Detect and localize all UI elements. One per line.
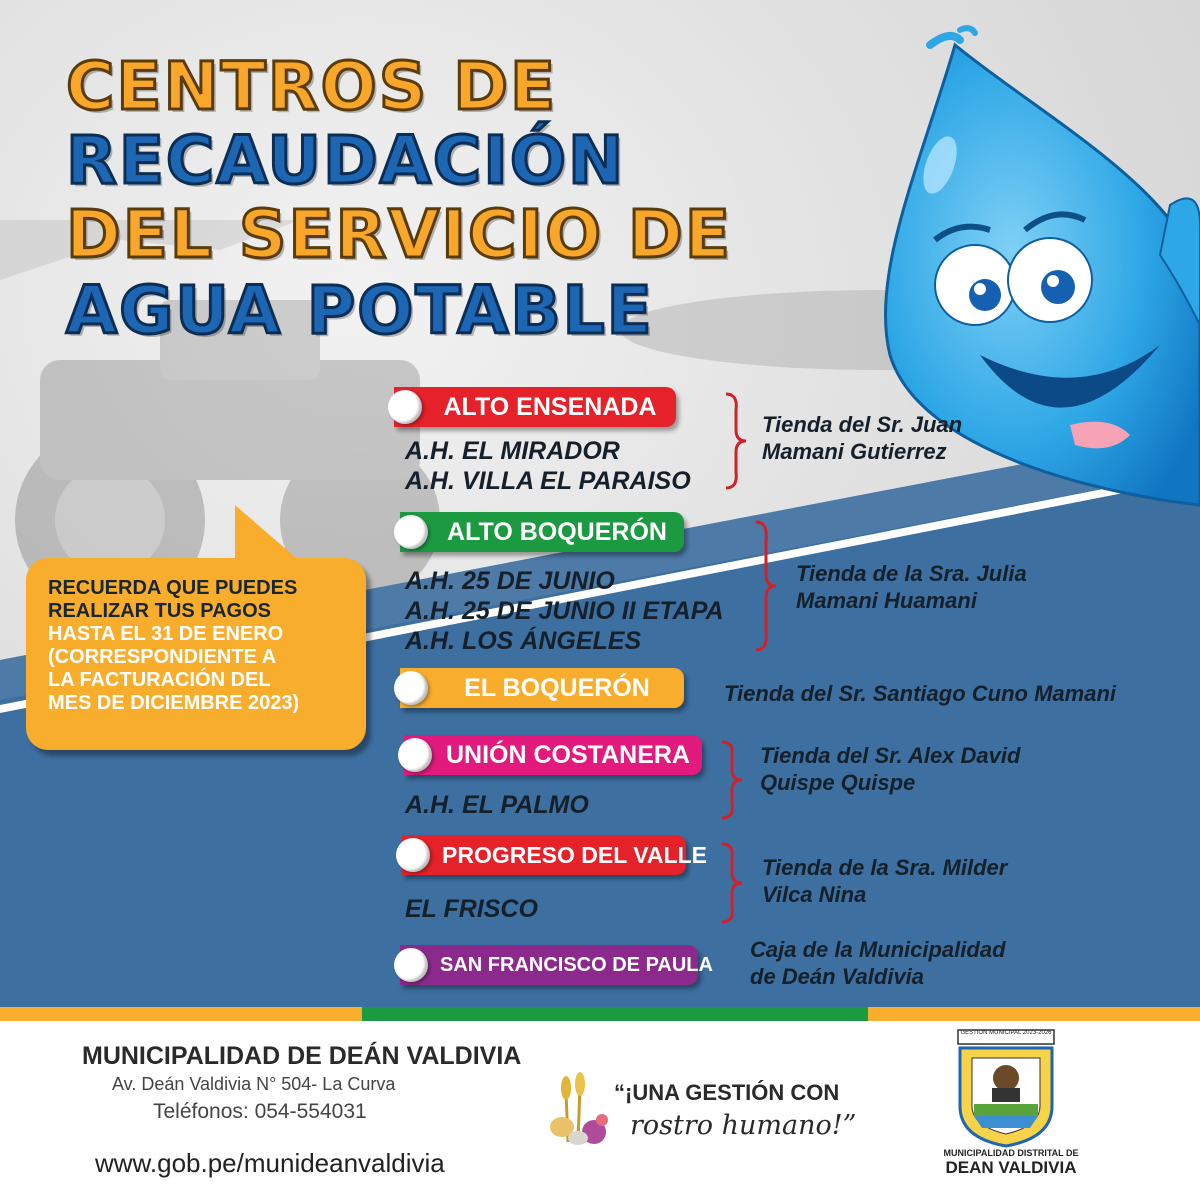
crest-caption-bottom: DEAN VALDIVIA xyxy=(945,1158,1077,1177)
center-name: ALTO ENSENADA xyxy=(443,392,657,421)
store-line: Vilca Nina xyxy=(762,882,867,907)
center-pill-el-boqueron xyxy=(400,668,684,708)
center-pill-progreso-del-valle xyxy=(402,835,707,875)
store-line: Quispe Quispe xyxy=(760,770,916,795)
brace xyxy=(752,520,778,652)
store-alto-ensenada xyxy=(762,411,962,465)
store-line: Tienda del Sr. Santiago Cuno Mamani xyxy=(724,681,1116,706)
area-item: A.H. 25 DE JUNIO xyxy=(405,567,615,595)
municipality-website[interactable]: www.gob.pe/munideanvaldivia xyxy=(95,1148,445,1178)
center-pill-san-francisco-de-paula xyxy=(400,945,713,985)
area-item: A.H. EL PALMO xyxy=(405,791,589,819)
store-el-boqueron xyxy=(724,680,1116,707)
municipality-name: MUNICIPALIDAD DE DEÁN VALDIVIA xyxy=(82,1042,522,1070)
store-line: Mamani Gutierrez xyxy=(762,439,947,464)
store-line: Tienda del Sr. Juan xyxy=(762,412,963,437)
area-item: EL FRISCO xyxy=(405,895,538,923)
reminder-text xyxy=(48,577,348,715)
footer-strip-green xyxy=(362,1007,868,1021)
store-alto-boqueron xyxy=(796,560,1027,614)
center-name: PROGRESO DEL VALLE xyxy=(442,841,707,868)
reminder-line-2: REALIZAR TUS PAGOS xyxy=(48,600,271,622)
reminder-line-6: MES DE DICIEMBRE 2023) xyxy=(48,692,300,714)
store-line: Tienda del Sr. Alex David xyxy=(760,743,1021,768)
store-line: Tienda de la Sra. Milder xyxy=(762,855,1008,880)
area-list-alto-ensenada xyxy=(405,436,691,496)
store-union-costanera xyxy=(760,742,1020,796)
brace xyxy=(718,842,744,924)
brace xyxy=(718,740,744,820)
produce-illustration-icon xyxy=(548,1072,614,1148)
footer-strip-orange-right xyxy=(868,1007,1200,1021)
pill-knob xyxy=(394,671,428,705)
footer-strip-orange xyxy=(0,1007,362,1021)
reminder-line-3: HASTA EL 31 DE ENERO xyxy=(48,623,284,645)
municipal-crest-icon xyxy=(950,1026,1062,1148)
center-name: UNIÓN COSTANERA xyxy=(446,740,690,769)
center-name: EL BOQUERÓN xyxy=(464,673,650,702)
slogan-line-1: “¡UNA GESTIÓN CON xyxy=(614,1080,840,1105)
pill-knob xyxy=(396,838,430,872)
crest-caption-top: MUNICIPALIDAD DISTRITAL DE xyxy=(943,1148,1079,1158)
pill-knob xyxy=(394,515,428,549)
title-line-3: DEL SERVICIO DE xyxy=(66,196,732,273)
store-line: Mamani Huamani xyxy=(796,588,977,613)
municipality-address: Av. Deán Valdivia N° 504- La Curva xyxy=(112,1074,396,1094)
store-san-francisco-de-paula xyxy=(750,936,1006,990)
store-progreso-del-valle xyxy=(762,854,1007,908)
area-item: A.H. 25 DE JUNIO II ETAPA xyxy=(405,597,724,625)
center-pill-union-costanera xyxy=(404,735,702,775)
municipality-phone: Teléfonos: 054-554031 xyxy=(153,1100,367,1123)
reminder-line-1: RECUERDA QUE PUEDES xyxy=(48,577,298,599)
title-line-1: CENTROS DE xyxy=(66,48,558,125)
reminder-line-5: LA FACTURACIÓN DEL xyxy=(48,669,271,691)
area-list-progreso-del-valle xyxy=(405,894,538,924)
brace xyxy=(722,392,748,490)
area-list-union-costanera xyxy=(405,790,589,820)
title-line-4: AGUA POTABLE xyxy=(66,272,654,349)
area-item: A.H. EL MIRADOR xyxy=(405,437,620,465)
slogan-line-2: rostro humano!” xyxy=(630,1110,857,1141)
center-pill-alto-ensenada xyxy=(394,387,676,427)
area-item: A.H. LOS ÁNGELES xyxy=(405,627,642,655)
area-list-alto-boqueron xyxy=(405,566,724,656)
reminder-line-4: (CORRESPONDIENTE A xyxy=(48,646,277,668)
center-name: SAN FRANCISCO DE PAULA xyxy=(440,953,713,976)
store-line: Caja de la Municipalidad xyxy=(750,937,1006,962)
pill-knob xyxy=(394,948,428,982)
crest-banner-text: GESTIÓN MUNICIPAL 2023-2026 xyxy=(960,1030,1052,1036)
center-pill-alto-boqueron xyxy=(400,512,684,552)
store-line: Tienda de la Sra. Julia xyxy=(796,561,1027,586)
pill-knob xyxy=(398,738,432,772)
pill-knob xyxy=(388,390,422,424)
store-line: de Deán Valdivia xyxy=(750,964,925,989)
center-name: ALTO BOQUERÓN xyxy=(447,517,667,546)
title-line-2: RECAUDACIÓN xyxy=(66,122,626,199)
area-item: A.H. VILLA EL PARAISO xyxy=(405,467,691,495)
